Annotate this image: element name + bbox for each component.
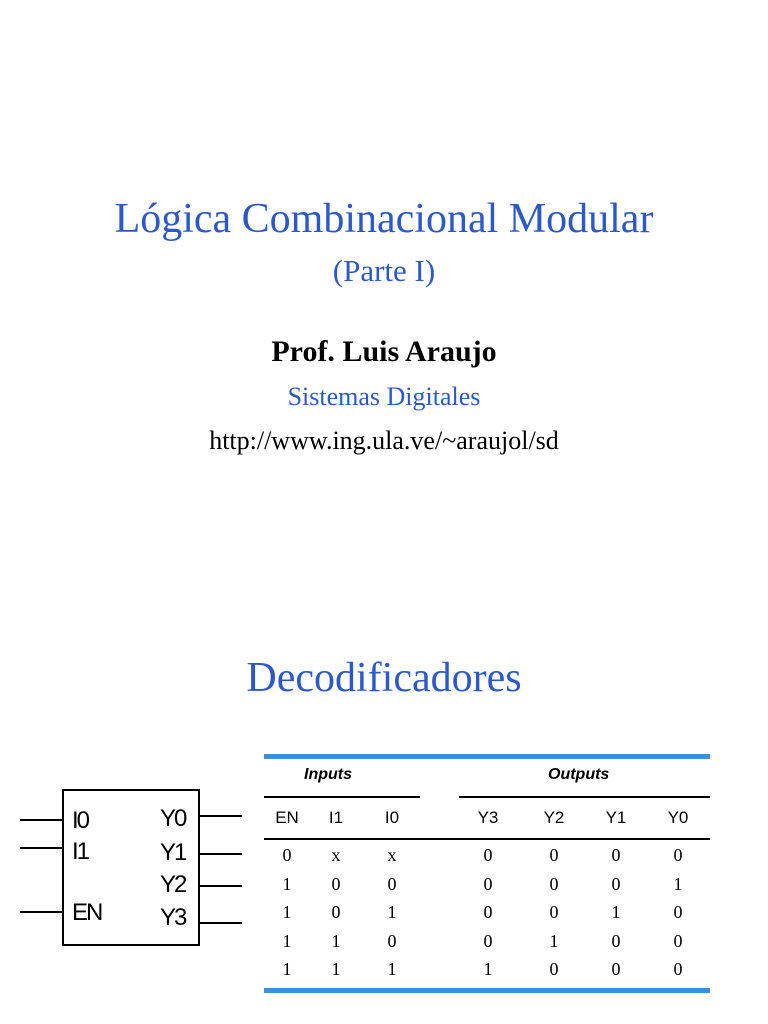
author-name: Prof. Luis Araujo [271,335,497,368]
pin-y0: Y0 [160,805,186,832]
input-wire-en [20,911,62,913]
group-header-outputs: Outputs [548,766,610,783]
col-header-i1: I1 [328,808,344,827]
cell-y3: 0 [483,873,493,894]
cell-en: 1 [282,873,292,894]
pin-i0: I0 [72,807,89,834]
outputs-header-line [459,796,710,798]
cell-y1: 0 [611,845,621,865]
cell-y0: 1 [673,873,683,894]
output-wire-y3 [200,922,242,924]
table-bottom-rule [264,988,710,993]
page-subtitle: (Parte I) [332,253,436,288]
output-wire-y0 [200,815,242,817]
cell-y0: 0 [673,902,683,922]
section-title: Decodificadores [246,655,522,701]
column-header-line [264,838,710,840]
cell-y2: 0 [549,845,559,865]
cell-y3: 0 [483,930,493,951]
table-top-rule [264,754,710,759]
cell-y2: 1 [549,930,559,951]
cell-i1: x [331,845,341,865]
col-header-y3: Y3 [477,808,499,827]
output-wire-y1 [200,853,242,855]
inputs-header-line [264,796,420,798]
cell-y0: 0 [673,959,683,979]
col-header-en: EN [275,808,299,827]
input-wire-i0 [20,819,62,821]
cell-y0: 0 [673,845,683,865]
pin-en: EN [72,899,102,926]
cell-y2: 0 [549,959,559,979]
cell-y1: 0 [611,959,621,979]
slide-decoders [0,512,768,1024]
page-title: Lógica Combinacional Modular [114,196,654,242]
pin-y1: Y1 [160,839,186,866]
cell-i0: x [387,845,397,865]
cell-i1: 0 [331,873,341,894]
cell-y0: 0 [673,930,683,951]
cell-y3: 0 [483,902,493,922]
cell-en: 1 [282,930,292,951]
cell-i0: 1 [387,902,397,922]
pin-y3: Y3 [160,904,186,931]
cell-y2: 0 [549,873,559,894]
col-header-y0: Y0 [667,808,689,827]
cell-i1: 1 [331,930,341,951]
cell-en: 1 [282,959,292,979]
cell-i0: 0 [387,930,397,951]
course-name: Sistemas Digitales [287,382,481,411]
cell-i1: 0 [331,902,341,922]
cell-i1: 1 [331,959,341,979]
col-header-i0: I0 [384,808,400,827]
cell-i0: 0 [387,873,397,894]
cell-y1: 1 [611,902,621,922]
cell-en: 1 [282,902,292,922]
cell-y1: 0 [611,930,621,951]
cell-y3: 1 [483,959,493,979]
cell-y2: 0 [549,902,559,922]
cell-y1: 0 [611,873,621,894]
group-header-inputs: Inputs [304,766,352,783]
cell-y3: 0 [483,845,493,865]
pin-i1: I1 [72,838,89,865]
pin-y2: Y2 [160,871,186,898]
input-wire-i1 [20,847,62,849]
output-wire-y2 [200,885,242,887]
cell-i0: 1 [387,959,397,979]
col-header-y1: Y1 [605,808,627,827]
col-header-y2: Y2 [543,808,565,827]
course-url: http://www.ing.ula.ve/~araujol/sd [209,426,559,455]
cell-en: 0 [282,845,292,865]
